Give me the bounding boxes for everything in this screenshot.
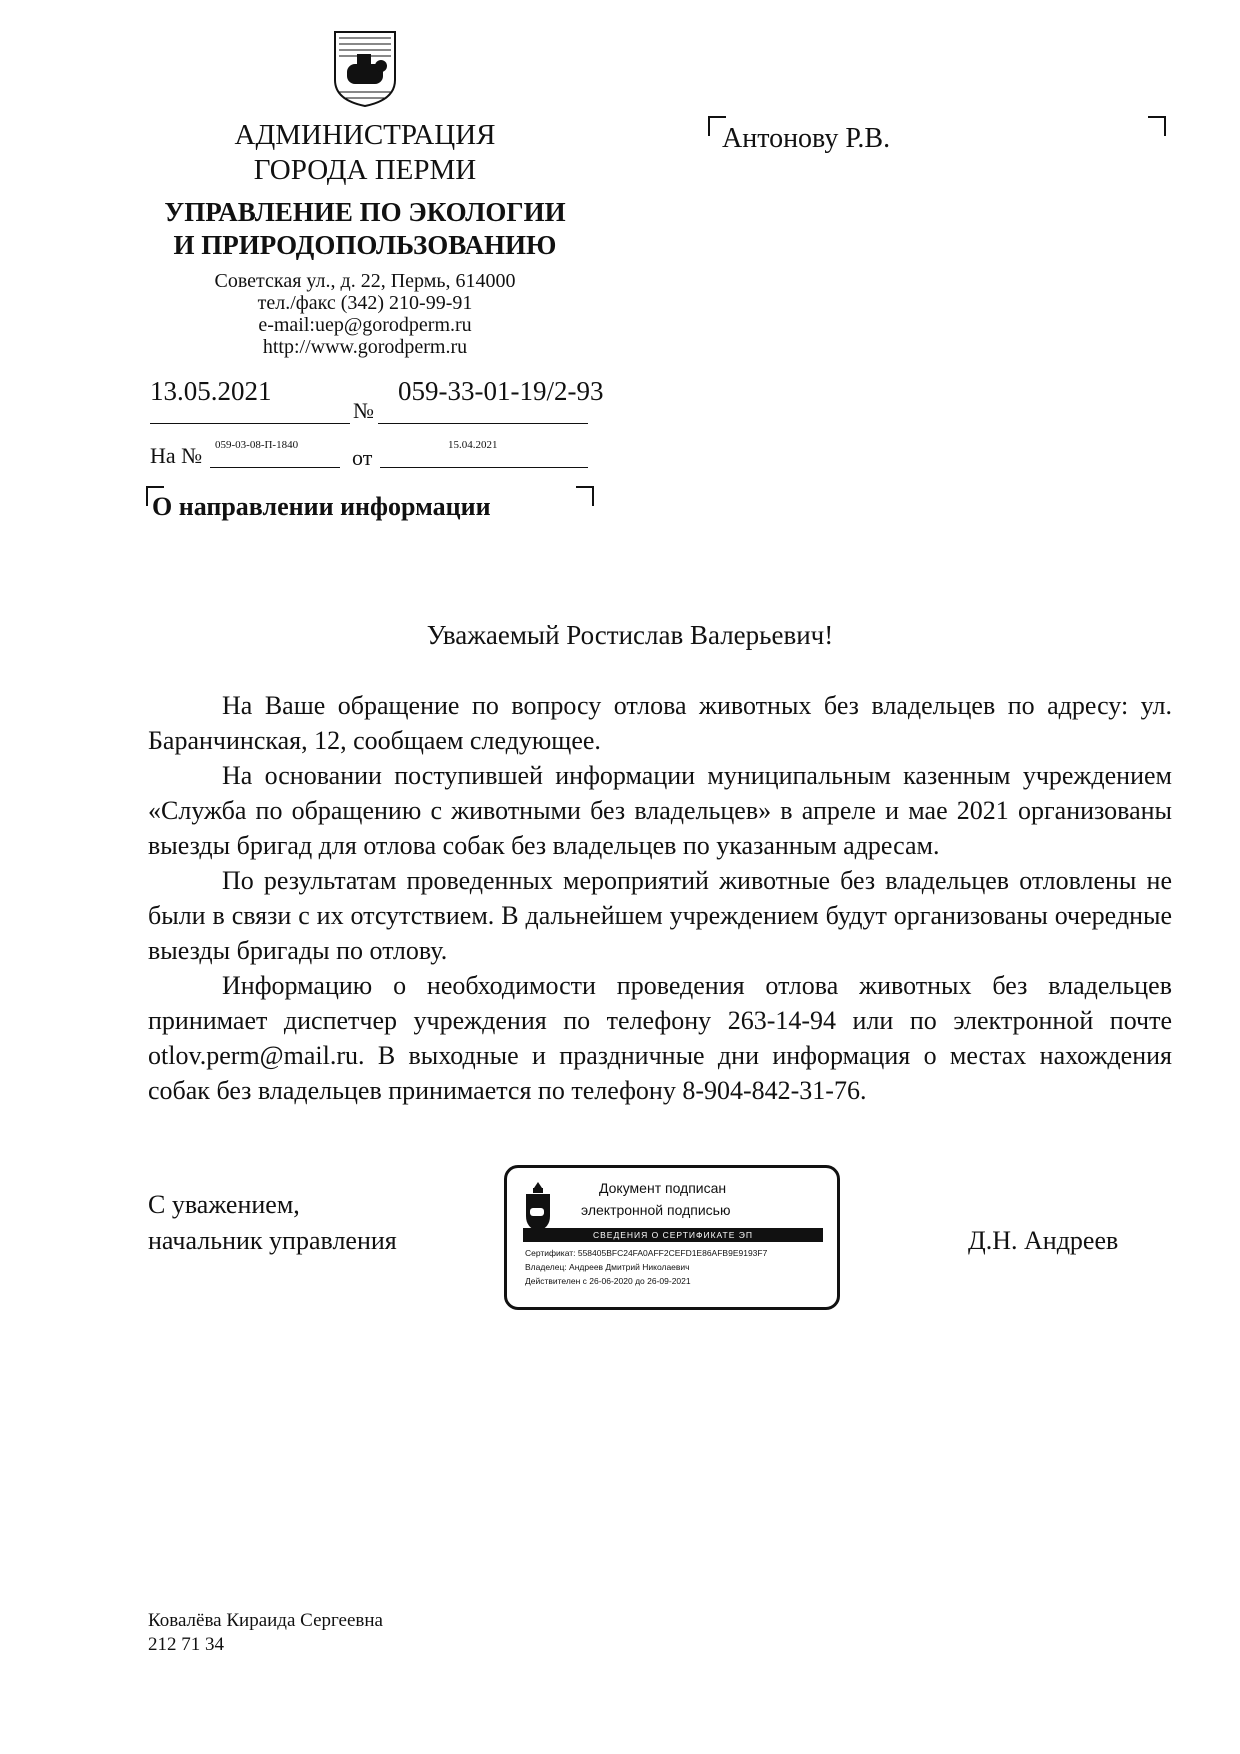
body-paragraph: На Ваше обращение по вопросу отлова животных без владельцев по адресу: ул. Баранчинская, 12, сообщаем следующее. [148,691,1172,755]
org-website: http://www.gorodperm.ru [262,336,468,358]
recipient-corner-right [1148,116,1166,136]
stamp-validity: Действителен с 26-06-2020 до 26-09-2021 [525,1276,691,1286]
department-name-line2: И ПРИРОДОПОЛЬЗОВАНИЮ [173,230,557,260]
letter-subject: О направлении информации [152,492,491,521]
reply-number: 059-03-08-П-1840 [215,439,299,451]
org-address: Советская ул., д. 22, Пермь, 614000 [214,270,516,292]
executor-name: Ковалёва Кираида Сергеевна [148,1610,383,1631]
executor-phone: 212 71 34 [148,1634,224,1655]
date-underline [150,423,350,424]
reply-date: 15.04.2021 [448,439,498,451]
reply-label: На № [150,443,203,468]
department-name-line1: УПРАВЛЕНИЕ ПО ЭКОЛОГИИ [164,197,566,227]
body-paragraph: Информацию о необходимости проведения отлова животных без владельцев принимает диспетчер учреждения по телефону 263-14-94 или по электронной почте otlov.perm@mail.ru. В выходные и праздничные дни информация о местах нахождения собак без владельцев принимается по телефону 8-904-842-31-76. [148,971,1172,1105]
org-name-line1: АДМИНИСТРАЦИЯ [234,119,496,151]
body-paragraph: На основании поступившей информации муниципальным казенным учреждением «Служба по обращению с животными без владельцев» в апреле и мае 2021 организованы выезды бригад для отлова собак без владельцев по указанным адресам. [148,761,1172,860]
stamp-coat-of-arms-icon [525,1180,551,1232]
closing-line: С уважением, [148,1190,300,1219]
signer-name: Д.Н. Андреев [968,1226,1119,1255]
body-paragraph: По результатам проведенных мероприятий животные без владельцев отловлены не были в связи с их отсутствием. В дальнейшем учреждением будут организованы очередные выезды бригады по отлову. [148,866,1172,965]
stamp-title-line2: электронной подписью [581,1202,731,1218]
number-sign: № [353,398,374,423]
letter-body [148,688,1172,1108]
stamp-certificate: Сертификат: 558405BFC24FA0AFF2CEFD1E86AFB9E9193F7 [525,1248,768,1258]
reply-date-underline [380,467,588,468]
stamp-certificate-bar: СВЕДЕНИЯ О СЕРТИФИКАТЕ ЭП [523,1228,823,1242]
recipient: Антонову Р.В. [722,123,891,154]
subject-corner-right [576,486,594,506]
stamp-owner: Владелец: Андреев Дмитрий Николаевич [525,1262,690,1272]
coat-of-arms-icon [333,28,397,108]
reply-number-underline [210,467,340,468]
e-signature-stamp [504,1165,840,1310]
org-email: e-mail:uep@gorodperm.ru [258,314,472,336]
registration-number: 059-33-01-19/2-93 [398,376,604,406]
signer-position: начальник управления [148,1226,397,1255]
org-phone: тел./факс (342) 210-99-91 [257,292,473,314]
from-label: от [352,445,373,470]
salutation: Уважаемый Ростислав Валерьевич! [426,620,834,650]
number-underline [378,423,588,424]
stamp-title-line1: Документ подписан [599,1180,727,1196]
registration-date: 13.05.2021 [150,376,272,406]
org-name-line2: ГОРОДА ПЕРМИ [253,154,477,186]
